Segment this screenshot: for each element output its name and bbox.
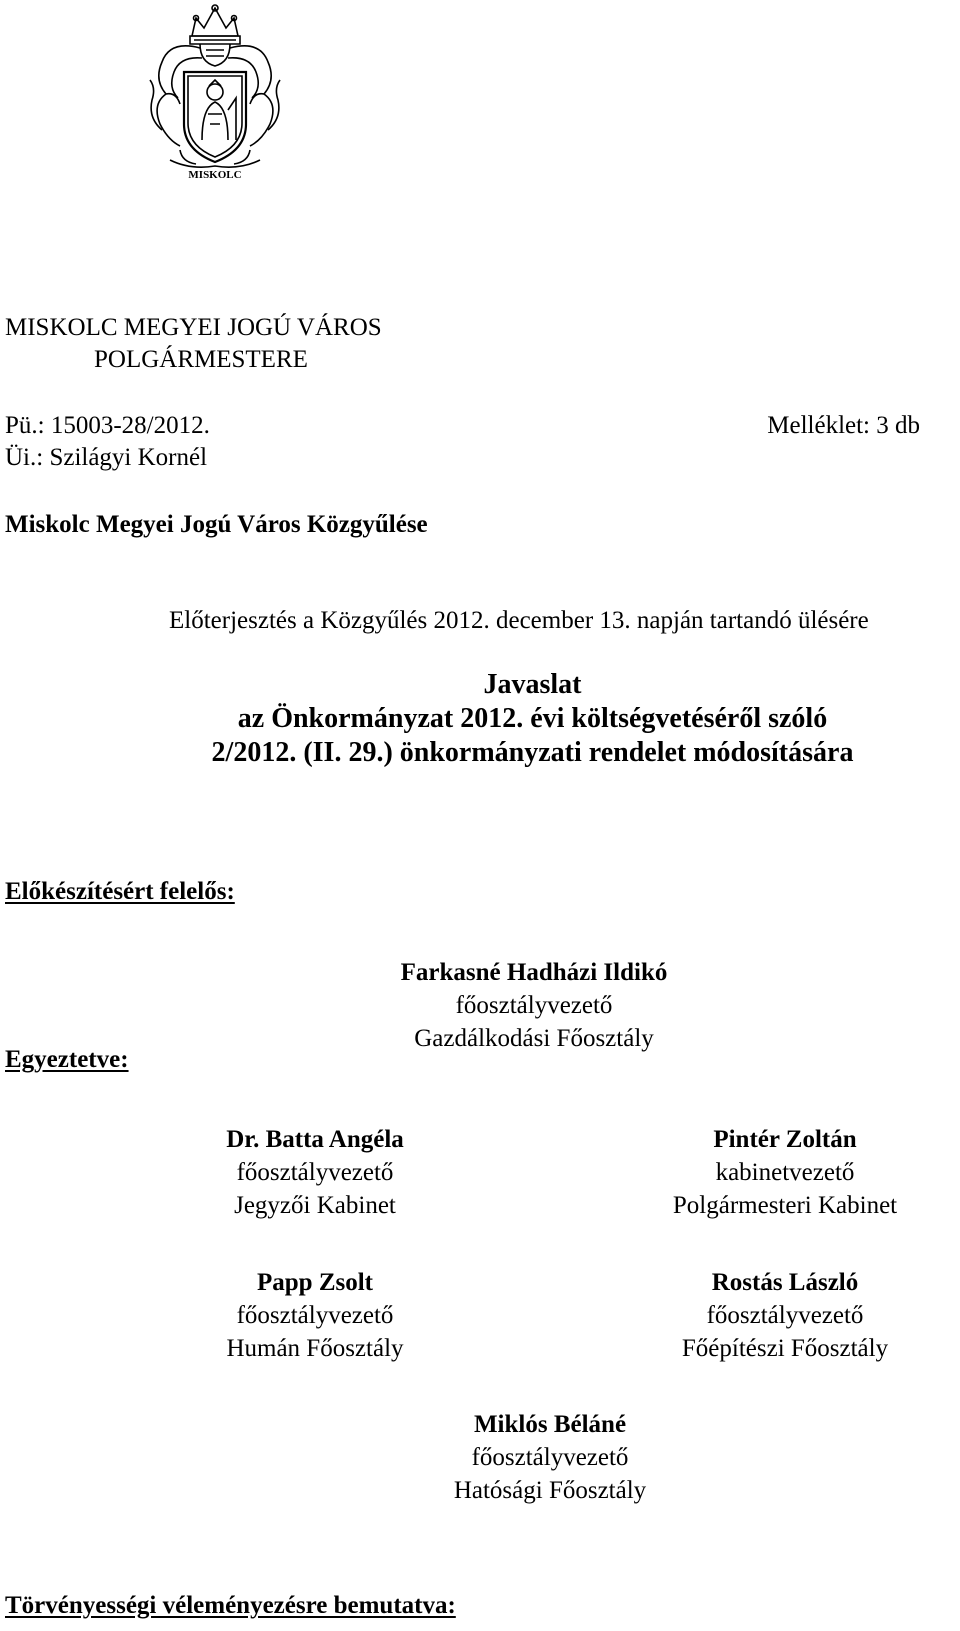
responsible-person (334, 956, 734, 1055)
person-role: főosztályvezető (455, 992, 613, 1019)
responsible-heading: Előkészítésért felelős: (5, 878, 235, 905)
legal-review-heading: Törvényességi véleményezésre bemutatva: (5, 1592, 456, 1619)
proposal-title-line3: 2/2012. (II. 29.) önkormányzati rendelet módosítására (211, 737, 854, 768)
agreed-person (150, 1266, 480, 1365)
institution-line1: MISKOLC MEGYEI JOGÚ VÁROS (5, 314, 382, 341)
person-name: Rostás László (711, 1269, 859, 1296)
agreed-person (620, 1266, 950, 1365)
submission-intro: Előterjesztés a Közgyűlés 2012. december 13. napján tartandó ülésére (169, 607, 869, 634)
agreed-person (150, 1123, 480, 1222)
case-handler: Üi.: Szilágyi Kornél (5, 444, 208, 471)
person-name: Papp Zsolt (256, 1269, 373, 1296)
proposal-title-line1: Javaslat (483, 669, 582, 700)
person-unit: Főépítészi Főosztály (681, 1335, 889, 1362)
agreed-person (620, 1123, 950, 1222)
person-role: főosztályvezető (236, 1302, 394, 1329)
proposal-title-line2: az Önkormányzat 2012. évi költségvetéséről szóló (237, 703, 828, 734)
crest-label: MISKOLC (188, 169, 242, 181)
person-unit: Humán Főosztály (226, 1335, 404, 1362)
addressee: Miskolc Megyei Jogú Város Közgyűlése (5, 511, 428, 538)
person-name: Miklós Béláné (473, 1411, 627, 1438)
person-role: kabinetvezető (715, 1159, 855, 1186)
person-role: főosztályvezető (236, 1159, 394, 1186)
person-name: Pintér Zoltán (713, 1126, 857, 1153)
person-role: főosztályvezető (706, 1302, 864, 1329)
attachment-count: Melléklet: 3 db (767, 412, 920, 439)
person-role: főosztályvezető (471, 1444, 629, 1471)
institution-line2: POLGÁRMESTERE (94, 346, 308, 373)
person-unit: Jegyzői Kabinet (234, 1192, 396, 1219)
person-name: Dr. Batta Angéla (226, 1126, 404, 1153)
agreed-heading: Egyeztetve: (5, 1046, 129, 1073)
person-unit: Polgármesteri Kabinet (672, 1192, 898, 1219)
city-crest-logo (140, 0, 290, 190)
person-name: Farkasné Hadházi Ildikó (400, 959, 668, 986)
person-unit: Hatósági Főosztály (453, 1477, 647, 1504)
person-unit: Gazdálkodási Főosztály (414, 1025, 654, 1052)
reference-number: Pü.: 15003-28/2012. (5, 412, 210, 439)
agreed-person (385, 1408, 715, 1507)
